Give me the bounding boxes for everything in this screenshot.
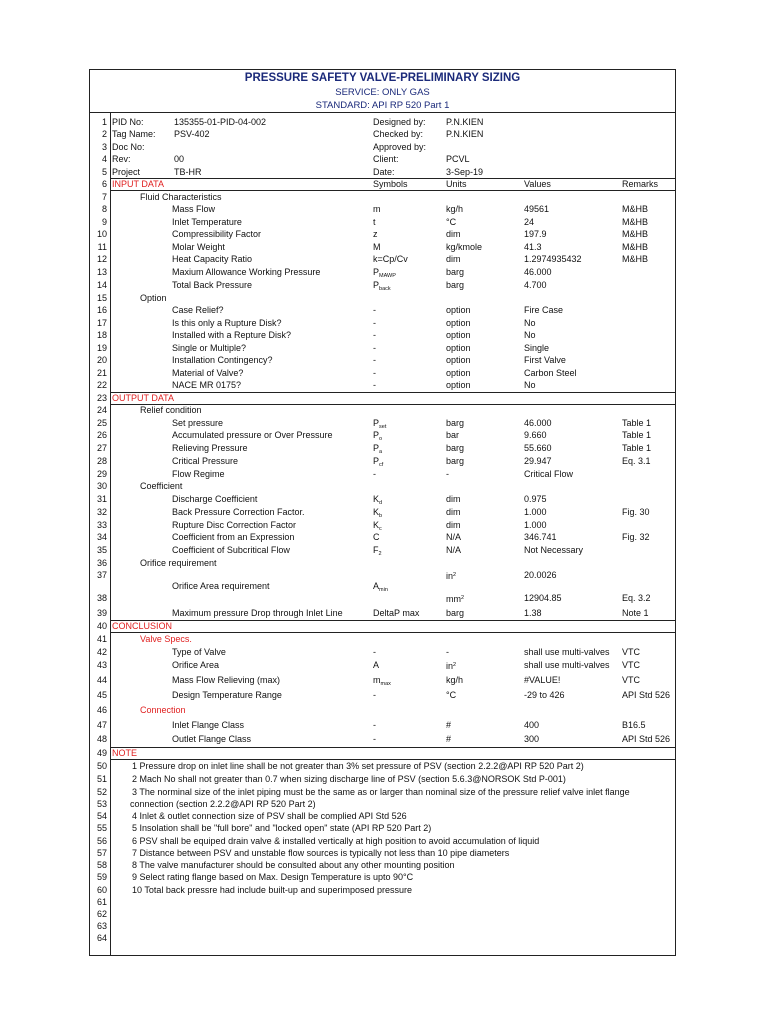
subsection-heading: Fluid Characteristics: [140, 192, 222, 202]
parameter-value: 29.947: [524, 456, 552, 466]
subsection-heading: Orifice requirement: [140, 558, 217, 568]
parameter-symbol: $K_c$: [373, 520, 382, 532]
parameter-name: Design Temperature Range: [172, 690, 282, 700]
note-text: 4 Inlet & outlet connection size of PSV shall be complied API Std 526: [132, 811, 407, 821]
parameter-value: 46.000: [524, 267, 552, 277]
parameter-unit: -: [446, 469, 449, 479]
row-number: 58: [96, 860, 107, 870]
row-number: 42: [96, 647, 107, 657]
parameter-unit: kg/kmole: [446, 242, 483, 252]
parameter-remark: VTC: [622, 675, 640, 685]
parameter-name: Relieving Pressure: [172, 443, 248, 453]
section-heading: OUTPUT DATA: [112, 393, 175, 403]
parameter-symbol: -: [373, 734, 376, 744]
row-number: 15: [96, 293, 107, 303]
row-number: 57: [96, 848, 107, 858]
row-number: 62: [96, 909, 107, 919]
row-number: 2: [101, 129, 107, 139]
parameter-symbol: $P_{cf}$: [373, 456, 384, 468]
section-divider: [110, 392, 675, 393]
row-number: 35: [96, 545, 107, 555]
section-heading: CONCLUSION: [112, 621, 173, 631]
parameter-name: Case Relief?: [172, 305, 224, 315]
psv-sizing-sheet: [89, 69, 676, 956]
parameter-remark: Note 1: [622, 608, 649, 618]
parameter-name: Accumulated pressure or Over Pressure: [172, 430, 333, 440]
parameter-remark: M&HB: [622, 242, 649, 252]
row-number: 29: [96, 469, 107, 479]
row-number: 54: [96, 811, 107, 821]
parameter-unit: dim: [446, 520, 461, 530]
parameter-name: Installed with a Repture Disk?: [172, 330, 292, 340]
parameter-unit: barg: [446, 267, 465, 277]
parameter-value: 346.741: [524, 532, 557, 542]
subsection-heading: Coefficient: [140, 481, 183, 491]
parameter-name: Material of Valve?: [172, 368, 244, 378]
parameter-remark: Table 1: [622, 430, 652, 440]
section-heading: NOTE: [112, 748, 138, 758]
parameter-symbol: -: [373, 330, 376, 340]
parameter-symbol: -: [373, 720, 376, 730]
parameter-name: Installation Contingency?: [172, 355, 273, 365]
parameter-name: Maximum pressure Drop through Inlet Line: [172, 608, 343, 618]
field-label: Tag Name:: [112, 129, 156, 139]
row-number: 31: [96, 494, 107, 504]
parameter-unit: kg/h: [446, 675, 464, 685]
sheet-title: PRESSURE SAFETY VALVE-PRELIMINARY SIZING: [244, 72, 521, 84]
subsection-heading: Relief condition: [140, 405, 202, 415]
row-number: 41: [96, 634, 107, 644]
row-number: 52: [96, 787, 107, 797]
field-value: PSV-402: [174, 129, 210, 139]
parameter-value: 400: [524, 720, 540, 730]
parameter-name: Coefficient from an Expression: [172, 532, 295, 542]
field-value: P.N.KIEN: [446, 117, 484, 127]
parameter-value: 24: [524, 217, 535, 227]
row-number: 1: [101, 117, 107, 127]
parameter-unit: barg: [446, 608, 465, 618]
parameter-value: No: [524, 318, 536, 328]
parameter-value: Fire Case: [524, 305, 564, 315]
parameter-symbol: -: [373, 305, 376, 315]
parameter-symbol: m: [373, 204, 381, 214]
field-label: Date:: [373, 167, 395, 177]
parameter-unit: barg: [446, 443, 465, 453]
parameter-value: 0.975: [524, 494, 547, 504]
parameter-value: 300: [524, 734, 540, 744]
parameter-value: Values: [524, 179, 551, 189]
row-number: 34: [96, 532, 107, 542]
row-number: 33: [96, 520, 107, 530]
parameter-name: NACE MR 0175?: [172, 380, 242, 390]
parameter-unit: barg: [446, 456, 465, 466]
parameter-unit: °C: [446, 690, 457, 700]
parameter-symbol: z: [373, 229, 378, 239]
parameter-unit: $in^2$: [446, 571, 457, 581]
parameter-remark: M&HB: [622, 229, 649, 239]
parameter-name: Orifice Area: [172, 660, 220, 670]
row-number: 45: [96, 690, 107, 700]
row-number: 46: [96, 705, 107, 715]
row-number: 56: [96, 836, 107, 846]
note-text: 7 Distance between PSV and unstable flow sources is typically not less than 10 pipe diameters: [132, 848, 510, 858]
parameter-value: 9.660: [524, 430, 547, 440]
parameter-value: 1.000: [524, 520, 547, 530]
row-number: 59: [96, 872, 107, 882]
parameter-value: No: [524, 380, 536, 390]
note-text: 6 PSV shall be equiped drain valve & installed vertically at high position to avoid accumulation of liquid: [132, 836, 540, 846]
parameter-remark: Fig. 30: [622, 507, 650, 517]
row-number: 4: [101, 154, 107, 164]
note-text: 8 The valve manufacturer should be consulted about any other mounting position: [132, 860, 455, 870]
parameter-remark: Eq. 3.1: [622, 456, 651, 466]
parameter-symbol: Symbols: [373, 179, 408, 189]
parameter-name: Outlet Flange Class: [172, 734, 252, 744]
parameter-name: Inlet Flange Class: [172, 720, 245, 730]
parameter-remark: Table 1: [622, 418, 652, 428]
parameter-name: Set pressure: [172, 418, 224, 428]
parameter-remark: M&HB: [622, 254, 649, 264]
parameter-unit: Units: [446, 179, 467, 189]
row-number: 30: [96, 481, 107, 491]
row-number: 39: [96, 608, 107, 618]
row-number: 47: [96, 720, 107, 730]
field-value: P.N.KIEN: [446, 129, 484, 139]
parameter-unit: option: [446, 330, 471, 340]
parameter-name: Maxium Allowance Working Pressure: [172, 267, 321, 277]
parameter-remark: B16.5: [622, 720, 646, 730]
parameter-value: shall use multi-valves: [524, 660, 610, 670]
row-number: 14: [96, 280, 107, 290]
row-number: 61: [96, 897, 107, 907]
row-number: 63: [96, 921, 107, 931]
parameter-value: 49561: [524, 204, 550, 214]
row-number: 6: [101, 179, 107, 189]
row-number: 38: [96, 593, 107, 603]
parameter-value: No: [524, 330, 536, 340]
row-number: 53: [96, 799, 107, 809]
row-number: 16: [96, 305, 107, 315]
parameter-unit: dim: [446, 507, 461, 517]
row-number: 48: [96, 734, 107, 744]
parameter-symbol: -: [373, 343, 376, 353]
note-text: 2 Mach No shall not greater than 0.7 when sizing discharge line of PSV (section 5.6.3@NORSOK Std P-001): [132, 774, 566, 784]
section-divider: [110, 632, 675, 633]
note-text: 9 Select rating flange based on Max. Design Temperature is upto 90°C: [132, 872, 414, 882]
row-number: 11: [97, 242, 107, 252]
subsection-heading: Connection: [140, 705, 186, 715]
parameter-unit: option: [446, 318, 471, 328]
field-label: Checked by:: [373, 129, 424, 139]
note-text: 1 Pressure drop on inlet line shall be not greater than 3% set pressure of PSV (section 2.2.2@API RP 520 Part 2): [132, 761, 584, 771]
parameter-remark: Eq. 3.2: [622, 593, 651, 603]
parameter-symbol: -: [373, 318, 376, 328]
parameter-value: Single: [524, 343, 550, 353]
row-number: 10: [96, 229, 107, 239]
service-line: SERVICE: ONLY GAS: [335, 87, 430, 98]
parameter-unit: option: [446, 305, 471, 315]
parameter-name: Back Pressure Correction Factor.: [172, 507, 305, 517]
parameter-remark: VTC: [622, 660, 640, 670]
parameter-name: Mass Flow Relieving (max): [172, 675, 281, 685]
parameter-symbol: $K_b$: [373, 507, 383, 519]
row-number: 5: [101, 167, 107, 177]
parameter-symbol: $P_o$: [373, 430, 383, 442]
row-number: 44: [96, 675, 107, 685]
parameter-value: -29 to 426: [524, 690, 565, 700]
standard-line: STANDARD: API RP 520 Part 1: [315, 100, 450, 111]
parameter-unit: °C: [446, 217, 457, 227]
row-number: 49: [96, 748, 107, 758]
parameter-name: Flow Regime: [172, 469, 225, 479]
parameter-symbol: t: [373, 217, 376, 227]
parameter-symbol: $P_{MAWP}$: [373, 267, 396, 279]
parameter-remark: Fig. 32: [622, 532, 650, 542]
parameter-value: Carbon Steel: [524, 368, 577, 378]
parameter-unit: -: [446, 647, 449, 657]
parameter-unit: kg/h: [446, 204, 464, 214]
row-number: 60: [96, 885, 107, 895]
parameter-name: Is this only a Rupture Disk?: [172, 318, 282, 328]
row-number: 19: [96, 343, 107, 353]
parameter-symbol: -: [373, 469, 376, 479]
parameter-unit: barg: [446, 418, 465, 428]
parameter-unit: dim: [446, 254, 461, 264]
row-number: 25: [96, 418, 107, 428]
field-value: TB-HR: [174, 167, 202, 177]
section-divider: [110, 620, 675, 621]
section-divider: [110, 747, 675, 748]
field-value: 00: [174, 154, 185, 164]
parameter-symbol: $P_{set}$: [373, 418, 387, 430]
parameter-symbol: $F_2$: [373, 545, 382, 557]
parameter-name: Compressibility Factor: [172, 229, 262, 239]
parameter-unit: barg: [446, 280, 465, 290]
field-label: PID No:: [112, 117, 144, 127]
row-number: 37: [96, 570, 107, 580]
parameter-remark: Remarks: [622, 179, 659, 189]
note-text: 10 Total back pressre had include built-up and superimposed pressure: [132, 885, 413, 895]
parameter-remark: M&HB: [622, 217, 649, 227]
parameter-symbol: C: [373, 532, 380, 542]
parameter-unit: bar: [446, 430, 460, 440]
parameter-symbol: k=Cp/Cv: [373, 254, 408, 264]
row-number: 26: [96, 430, 107, 440]
row-number: 43: [96, 660, 107, 670]
note-text: 3 The norminal size of the inlet piping must be the same as or larger than nominal size of the pressure relief valve inlet flange: [132, 787, 630, 797]
note-text: connection (section 2.2.2@API RP 520 Part 2): [130, 799, 316, 809]
parameter-symbol: $m_{max}$: [373, 675, 391, 687]
parameter-name: Single or Multiple?: [172, 343, 247, 353]
parameter-name: Inlet Temperature: [172, 217, 242, 227]
parameter-symbol: M: [373, 242, 381, 252]
row-number: 13: [96, 267, 107, 277]
row-number: 22: [96, 380, 107, 390]
row-number: 12: [96, 254, 107, 264]
row-number: 7: [101, 192, 107, 202]
parameter-remark: M&HB: [622, 204, 649, 214]
parameter-symbol: -: [373, 647, 376, 657]
parameter-symbol: $P_{back}$: [373, 280, 391, 292]
parameter-symbol: DeltaP max: [373, 608, 420, 618]
parameter-symbol: -: [373, 690, 376, 700]
row-number: 40: [96, 621, 107, 631]
parameter-unit: dim: [446, 494, 461, 504]
row-number: 36: [96, 558, 107, 568]
field-label: Designed by:: [373, 117, 426, 127]
parameter-name: Critical Pressure: [172, 456, 239, 466]
field-label: Client:: [373, 154, 399, 164]
parameter-value: 1.000: [524, 507, 547, 517]
field-value: PCVL: [446, 154, 470, 164]
field-label: Rev:: [112, 154, 131, 164]
parameter-unit: option: [446, 380, 471, 390]
parameter-unit: option: [446, 355, 471, 365]
parameter-name: Rupture Disc Correction Factor: [172, 520, 297, 530]
parameter-value: First Valve: [524, 355, 566, 365]
row-number: 27: [96, 443, 107, 453]
parameter-value: shall use multi-valves: [524, 647, 610, 657]
field-label: Project: [112, 167, 141, 177]
parameter-name: Mass Flow: [172, 204, 216, 214]
parameter-remark: API Std 526: [622, 690, 671, 700]
parameter-unit: N/A: [446, 545, 462, 555]
parameter-unit: $mm^2$: [446, 594, 465, 604]
parameter-unit: option: [446, 368, 471, 378]
parameter-name: Discharge Coefficient: [172, 494, 258, 504]
parameter-symbol: A: [373, 660, 380, 670]
subsection-heading: Option: [140, 293, 167, 303]
field-label: Approved by:: [373, 142, 427, 152]
row-number: 21: [96, 368, 107, 378]
field-value: 135355-01-PID-04-002: [174, 117, 267, 127]
row-number: 50: [96, 761, 107, 771]
row-number: 51: [96, 774, 107, 784]
parameter-unit: N/A: [446, 532, 462, 542]
parameter-unit: option: [446, 343, 471, 353]
parameter-unit: #: [446, 720, 452, 730]
row-number: 17: [96, 318, 107, 328]
row-number: 9: [101, 217, 107, 227]
parameter-name: Coefficient of Subcritical Flow: [172, 545, 290, 555]
field-value: 3-Sep-19: [446, 167, 484, 177]
row-number: 8: [101, 204, 107, 214]
parameter-name: Heat Capacity Ratio: [172, 254, 253, 264]
parameter-remark: API Std 526: [622, 734, 671, 744]
field-label: Doc No:: [112, 142, 145, 152]
parameter-remark: VTC: [622, 647, 640, 657]
row-number: 24: [96, 405, 107, 415]
parameter-remark: Table 1: [622, 443, 652, 453]
row-number: 64: [96, 933, 107, 943]
row-number: 18: [96, 330, 107, 340]
orifice-symbol: $A_{min}$: [373, 581, 388, 593]
row-number: 23: [96, 393, 107, 403]
parameter-value: 46.000: [524, 418, 552, 428]
parameter-symbol: $P_a$: [373, 443, 383, 455]
section-heading: INPUT DATA: [112, 179, 165, 189]
parameter-symbol: $K_d$: [373, 494, 383, 506]
note-text: 5 Insolation shall be "full bore" and "locked open" state (API RP 520 Part 2): [132, 823, 432, 833]
parameter-value: 197.9: [524, 229, 547, 239]
parameter-unit: $in^2$: [446, 661, 457, 671]
parameter-unit: #: [446, 734, 452, 744]
row-number: 20: [96, 355, 107, 365]
row-number: 55: [96, 823, 107, 833]
parameter-value: 12904.85: [524, 593, 562, 603]
parameter-name: Total Back Pressure: [172, 280, 253, 290]
parameter-unit: dim: [446, 229, 461, 239]
parameter-value: Critical Flow: [524, 469, 574, 479]
parameter-value: 1.2974935432: [524, 254, 582, 264]
header-divider: [90, 112, 675, 113]
parameter-value: 1.38: [524, 608, 542, 618]
parameter-value: 20.0026: [524, 570, 557, 580]
parameter-symbol: -: [373, 355, 376, 365]
parameter-value: 41.3: [524, 242, 542, 252]
parameter-symbol: -: [373, 368, 376, 378]
parameter-value: 55.660: [524, 443, 552, 453]
parameter-value: 4.700: [524, 280, 547, 290]
parameter-name: Molar Weight: [172, 242, 225, 252]
parameter-value: Not Necessary: [524, 545, 584, 555]
parameter-name: Type of Valve: [172, 647, 226, 657]
orifice-item: Orifice Area requirement: [172, 581, 270, 591]
subsection-heading: Valve Specs.: [140, 634, 192, 644]
parameter-value: #VALUE!: [524, 675, 561, 685]
row-number: 3: [101, 142, 107, 152]
row-number: 32: [96, 507, 107, 517]
row-number: 28: [96, 456, 107, 466]
parameter-symbol: -: [373, 380, 376, 390]
